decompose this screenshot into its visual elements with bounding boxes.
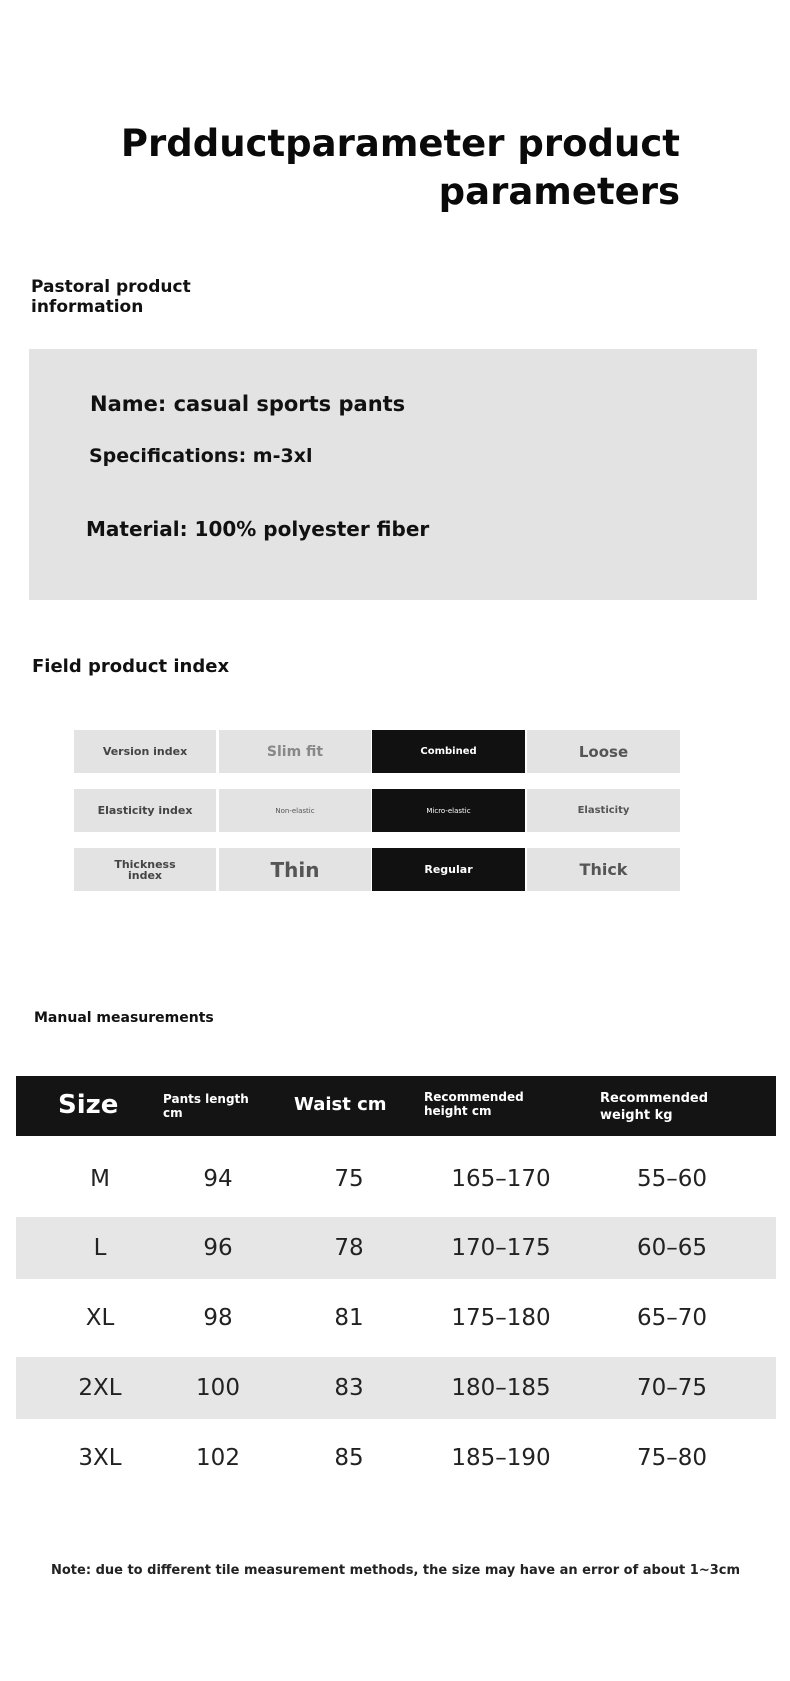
table-row [16, 1217, 776, 1279]
header-pants-length: Pants length cm [163, 1092, 249, 1120]
cell-weight: 70–75 [636, 1375, 708, 1401]
cell-weight: 55–60 [636, 1166, 708, 1192]
header-recommended-weight: Recommended weight kg [600, 1091, 709, 1123]
product-specifications: Specifications: m-3xl [89, 445, 313, 467]
product-material: Material: 100% polyester fiber [86, 517, 430, 541]
cell-pants-length: 102 [196, 1445, 240, 1471]
cell-size: 3XL [78, 1445, 122, 1471]
index-option-selected: Combined [372, 730, 525, 773]
cell-size: XL [85, 1305, 115, 1331]
header-recommended-height: Recommended height cm [424, 1090, 524, 1118]
cell-height: 165–170 [451, 1166, 551, 1192]
index-row-header: Version index [74, 730, 216, 773]
index-option: Loose [527, 730, 680, 773]
index-option: Slim fit [219, 730, 371, 773]
title-line-2: parameters [438, 170, 680, 213]
table-row [16, 1427, 776, 1489]
title-line-1: Prdductparameter product [120, 122, 680, 165]
cell-waist: 81 [334, 1305, 364, 1331]
measurement-note: Note: due to different tile measurement methods, the size may have an error of about 1~3cm [51, 1563, 741, 1578]
info-panel [29, 349, 757, 600]
index-row-header: Thickness index [74, 848, 216, 891]
cell-weight: 75–80 [636, 1445, 708, 1471]
cell-size: M [90, 1166, 110, 1192]
page-title [0, 120, 680, 216]
table-row [16, 1148, 776, 1210]
cell-height: 185–190 [451, 1445, 551, 1471]
measurements-label: Manual measurements [34, 1010, 214, 1026]
cell-pants-length: 100 [196, 1375, 240, 1401]
cell-waist: 85 [334, 1445, 364, 1471]
cell-height: 180–185 [451, 1375, 551, 1401]
index-option: Thick [527, 848, 680, 891]
header-waist: Waist cm [294, 1094, 387, 1115]
field-section-label: Field product index [32, 656, 230, 677]
cell-waist: 83 [334, 1375, 364, 1401]
cell-waist: 78 [334, 1235, 364, 1261]
cell-height: 170–175 [451, 1235, 551, 1261]
cell-pants-length: 98 [203, 1305, 233, 1331]
info-section-label: Pastoral product information [31, 277, 191, 317]
size-table-header [16, 1076, 776, 1136]
cell-pants-length: 96 [203, 1235, 233, 1261]
cell-weight: 60–65 [636, 1235, 708, 1261]
cell-pants-length: 94 [203, 1166, 233, 1192]
index-option: Non-elastic [219, 789, 371, 832]
table-row [16, 1357, 776, 1419]
index-option: Thin [219, 848, 371, 891]
index-option-selected: Micro-elastic [372, 789, 525, 832]
cell-waist: 75 [334, 1166, 364, 1192]
header-size: Size [58, 1090, 119, 1120]
index-option: Elasticity [527, 789, 680, 832]
index-row-header: Elasticity index [74, 789, 216, 832]
index-option-selected: Regular [372, 848, 525, 891]
cell-size: L [93, 1235, 107, 1261]
cell-weight: 65–70 [636, 1305, 708, 1331]
cell-height: 175–180 [451, 1305, 551, 1331]
table-row [16, 1287, 776, 1349]
cell-size: 2XL [78, 1375, 122, 1401]
product-name: Name: casual sports pants [90, 392, 406, 416]
